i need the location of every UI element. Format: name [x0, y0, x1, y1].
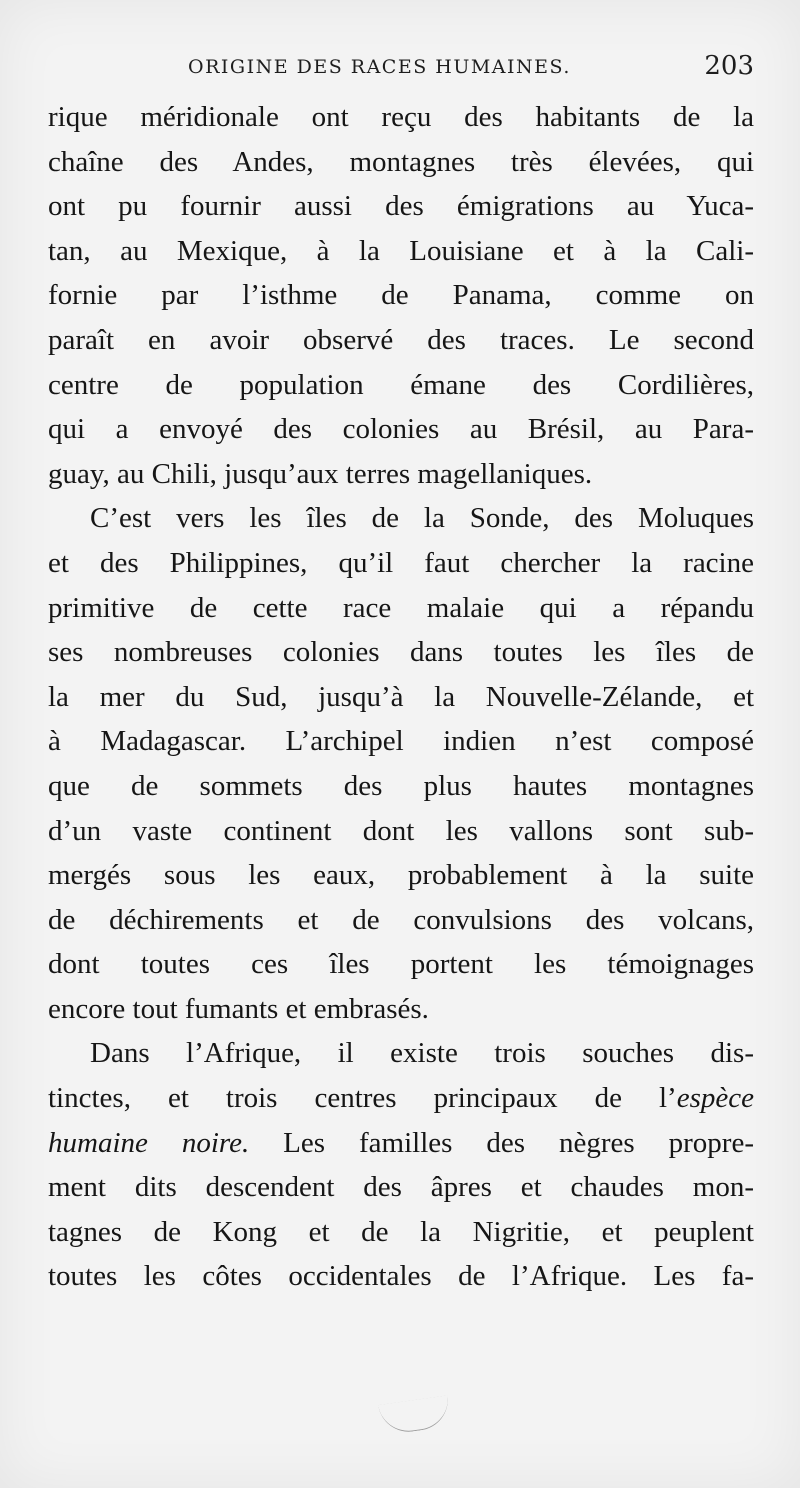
body-text — [48, 95, 754, 1299]
paragraph-start-line: C’est vers les îles de la Sonde, des Moluques — [90, 502, 754, 535]
text-line: ont pu fournir aussi des émigrations au Yuca- — [48, 190, 754, 223]
page-number: 203 — [704, 51, 754, 81]
text-line: dont toutes ces îles portent les témoignages — [48, 948, 754, 981]
text-line: fornie par l’isthme de Panama, comme on — [48, 279, 754, 312]
text-line: centre de population émane des Cordilières, — [48, 368, 754, 401]
text-line: ses nombreuses colonies dans toutes les îles de — [48, 636, 754, 669]
text-line: tagnes de Kong et de la Nigritie, et peuplent — [48, 1215, 754, 1248]
text-line: guay, au Chili, jusqu’aux terres magellaniques. — [48, 457, 593, 490]
text-line: d’un vaste continent dont les vallons sont sub- — [48, 814, 754, 847]
text-line-with-italic — [48, 1076, 754, 1121]
text-segment: Les familles des nègres propre- — [249, 1126, 754, 1159]
text-line: qui a envoyé des colonies au Brésil, au Para- — [48, 413, 754, 446]
text-line: tan, au Mexique, à la Louisiane et à la Cali- — [48, 234, 754, 267]
text-segment: tinctes, et trois centres principaux de l’ — [48, 1082, 677, 1115]
text-line: à Madagascar. L’archipel indien n’est composé — [48, 725, 754, 758]
text-line: chaîne des Andes, montagnes très élevées, qui — [48, 145, 754, 178]
text-line: que de sommets des plus hautes montagnes — [48, 769, 754, 802]
text-line: encore tout fumants et embrasés. — [48, 992, 429, 1025]
text-line: et des Philippines, qu’il faut chercher la racine — [48, 546, 754, 579]
text-line: primitive de cette race malaie qui a répandu — [48, 591, 754, 624]
paper-mark — [378, 1395, 452, 1435]
text-line: paraît en avoir observé des traces. Le second — [48, 323, 754, 356]
text-line: mergés sous les eaux, probablement à la suite — [48, 859, 754, 892]
text-line: ment dits descendent des âpres et chaudes mon- — [48, 1171, 754, 1204]
text-line: la mer du Sud, jusqu’à la Nouvelle-Zélande, et — [48, 680, 754, 713]
text-line: rique méridionale ont reçu des habitants de la — [48, 101, 754, 133]
paragraph-start-line: Dans l’Afrique, il existe trois souches dis- — [90, 1037, 754, 1070]
text-line: toutes les côtes occidentales de l’Afrique. Les fa- — [48, 1260, 754, 1293]
text-line-with-italic — [48, 1121, 754, 1166]
running-title: ORIGINE DES RACES HUMAINES. — [188, 56, 571, 78]
text-line: de déchirements et de convulsions des volcans, — [48, 903, 754, 936]
italic-term: espèce — [676, 1082, 754, 1115]
italic-term: humaine noire. — [48, 1126, 250, 1159]
running-head — [48, 52, 758, 82]
